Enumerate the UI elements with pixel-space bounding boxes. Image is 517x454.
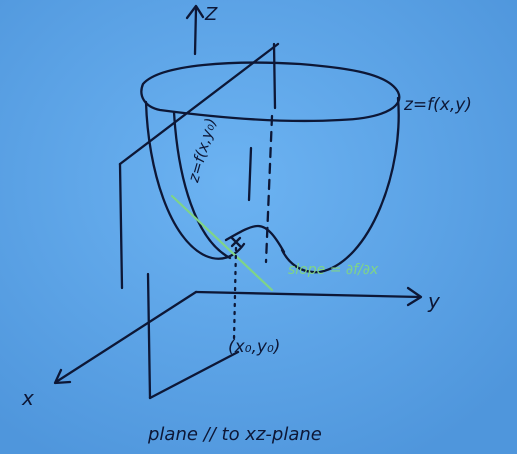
plane-right-edge-upper — [274, 44, 275, 108]
caption: plane // to xz-plane — [148, 424, 322, 445]
base-point-label: (x₀,y₀) — [228, 337, 281, 357]
x-axis-label: x — [22, 386, 34, 410]
z-axis-label: Z — [205, 4, 218, 25]
trace-label: z=f(x,y₀) — [184, 115, 220, 185]
slope-label: slope = ∂f/∂x — [288, 262, 379, 278]
surface-label: z=f(x,y) — [404, 95, 472, 115]
y-axis-label: y — [428, 289, 440, 313]
